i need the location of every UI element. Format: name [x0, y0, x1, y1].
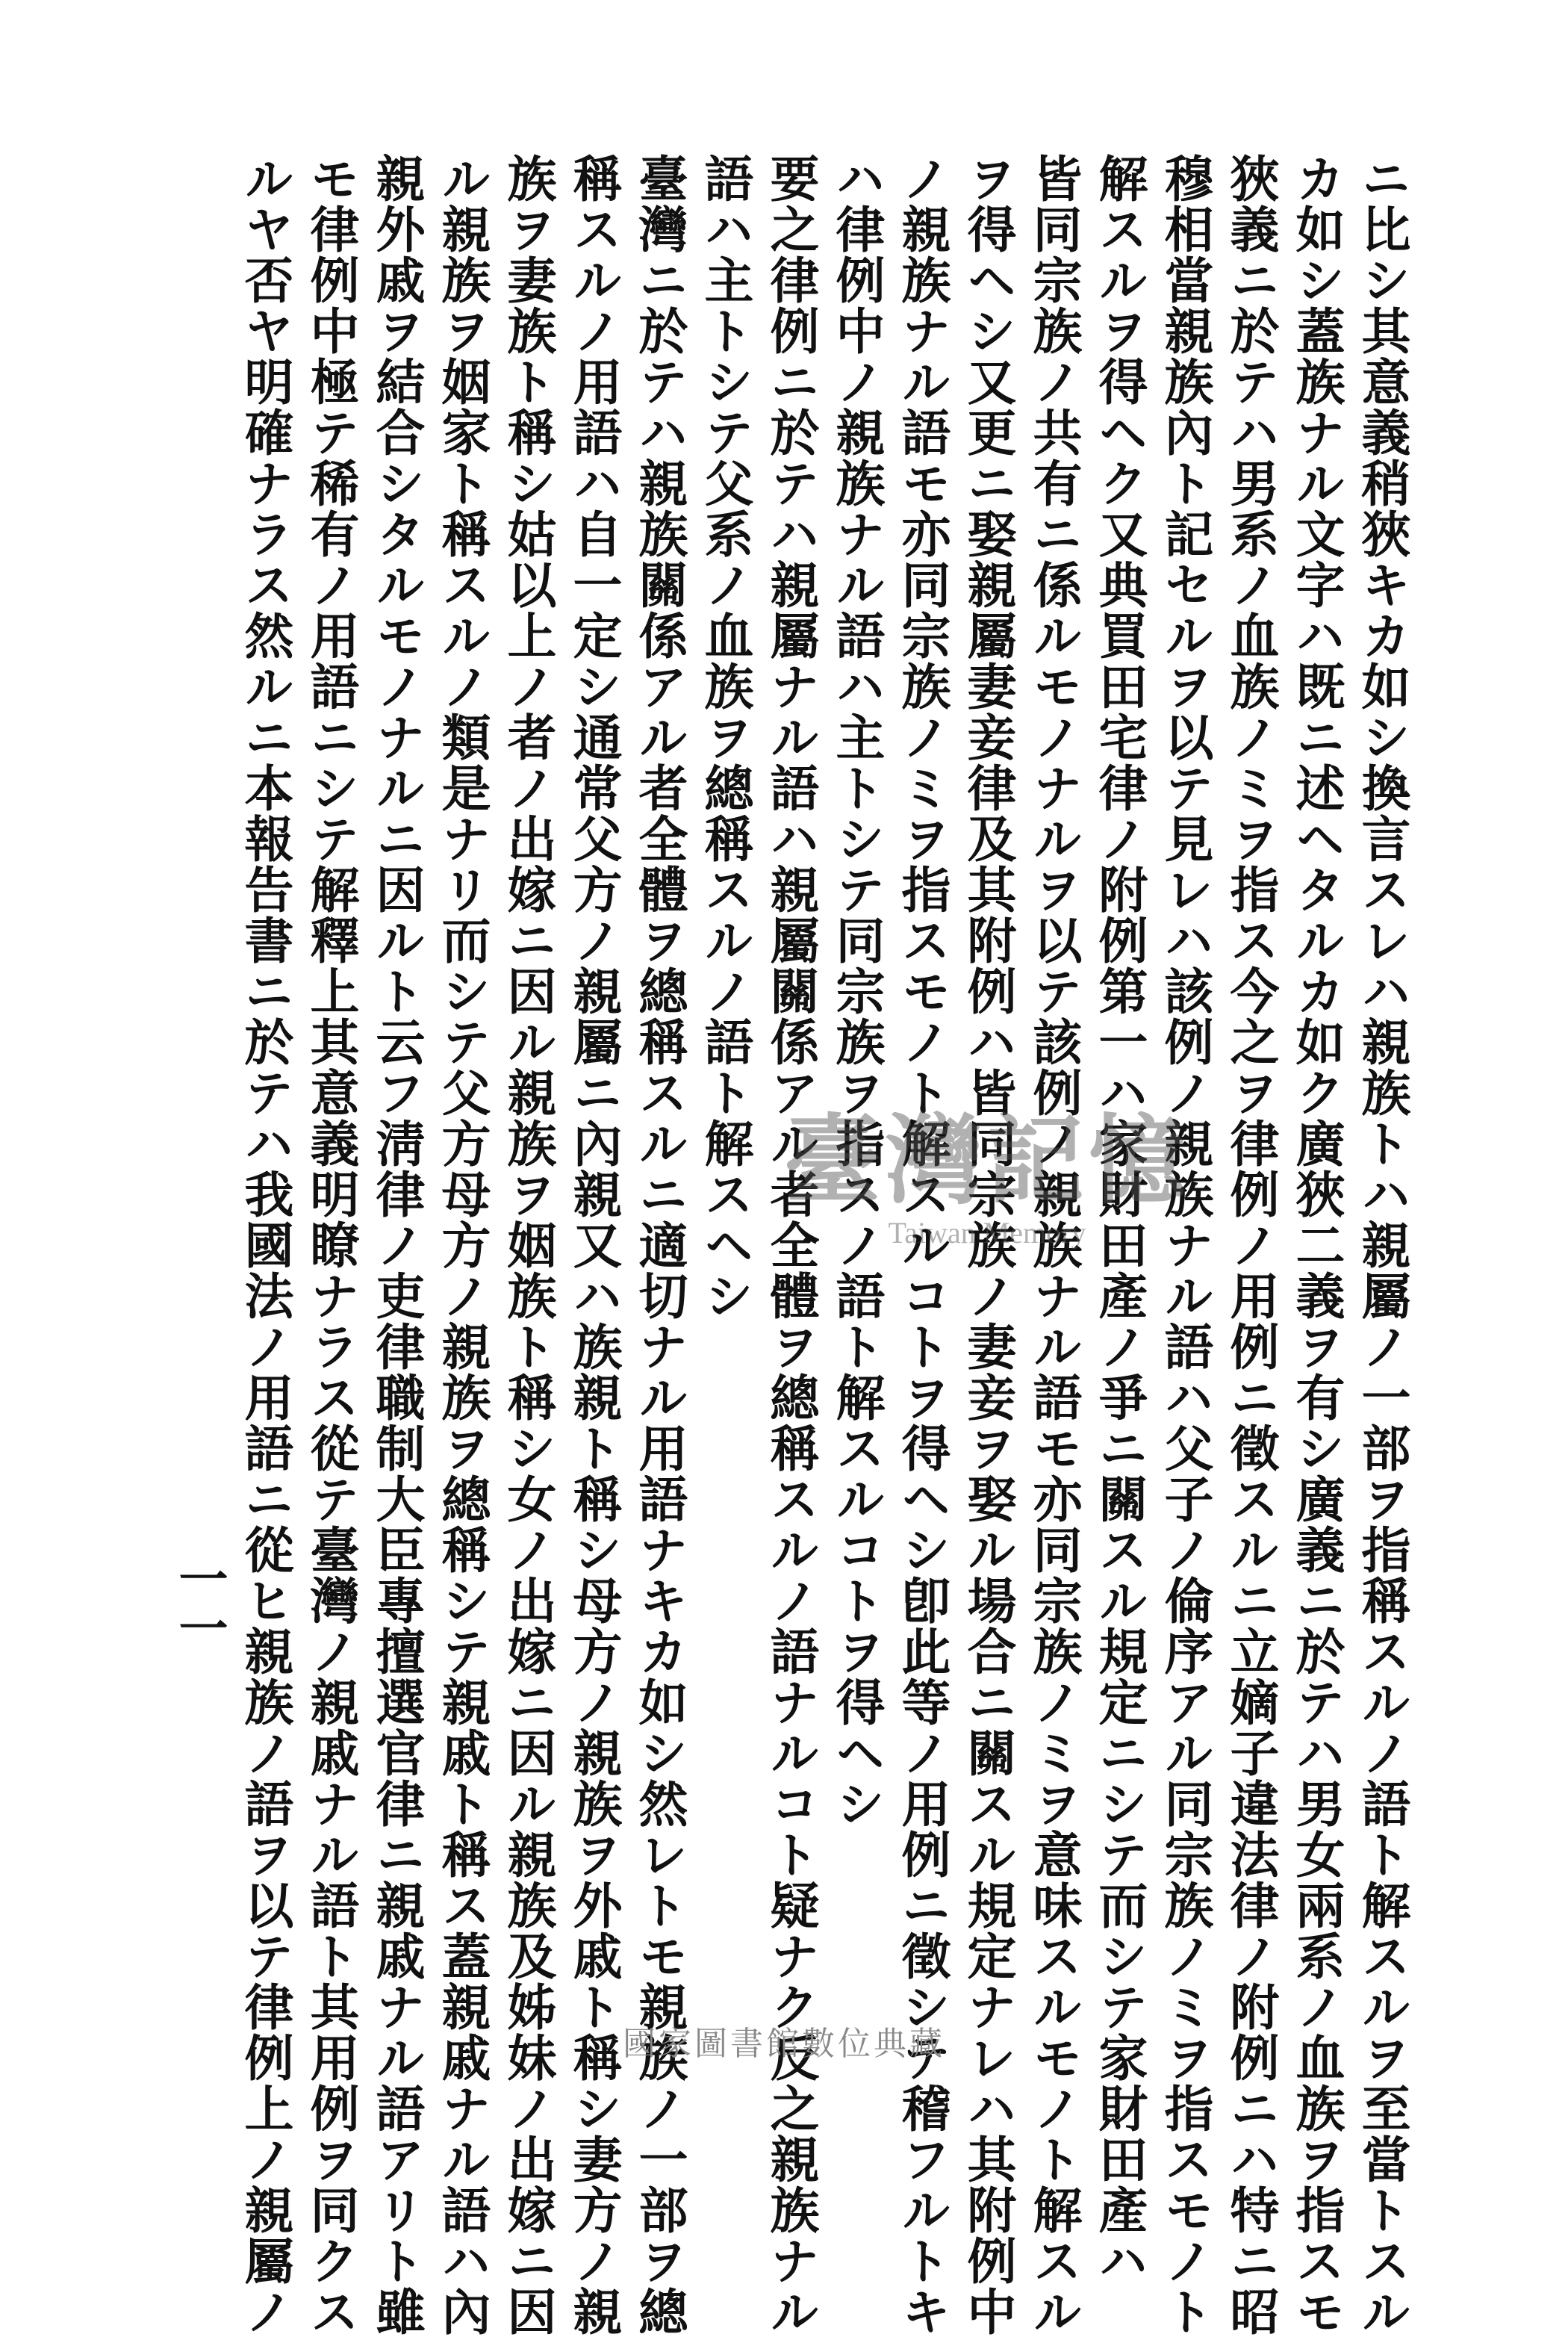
text-line: 臺灣ニ於テハ親族關係アル者全體ヲ總稱スルニ適切ナル用語ナキカ如シ然レトモ親族ノ一部ヲ總	[630, 153, 688, 2337]
text-line: 語ハ主トシテ父系ノ血族ヲ總稱スルノ語ト解スヘシ	[696, 153, 754, 1321]
text-line: モ律例中極テ稀有ノ用語ニシテ解釋上其意義明瞭ナラス從テ臺灣ノ親戚ナル語ト其用例ヲ同クス	[302, 153, 360, 2337]
text-line: 解スルヲ得ヘク又典買田宅律ノ附例第一ハ家財田產ノ爭ニ關スル規定ニシテ而シテ家財田產ハ	[1090, 153, 1148, 2286]
text-line: 皆同宗族ノ共有ニ係ルモノナルヲ以テ該例ノ親族ナル語モ亦同宗族ノミヲ意味スルモノト解スル	[1024, 153, 1083, 2337]
text-line: 要之律例ニ於テハ親屬ナル語ハ親屬關係アル者全體ヲ總稱スルノ語ナルコト疑ナク反之親族ナル	[762, 153, 820, 2337]
footer-label: 國家圖書館數位典藏	[623, 2025, 945, 2063]
watermark-subtitle: Taiwan Memory	[888, 1216, 1086, 1250]
text-line: カ如シ蓋族ナル文字ハ既ニ述ヘタルカ如ク廣狹二義ヲ有シ廣義ニ於テハ男女兩系ノ血族ヲ指スモ	[1287, 153, 1345, 2337]
text-line: 稱スルノ用語ハ自一定シ通常父方ノ親屬ニ內親又ハ族親ト稱シ母方ノ親族ヲ外戚ト稱シ妻方ノ親	[564, 153, 623, 2337]
text-line: ノ親族ナル語モ亦同宗族ノミヲ指スモノト解スルコトヲ得ヘシ卽此等ノ用例ニ徵シテ稽フルトキ	[893, 153, 951, 2337]
text-line: ヲ得ヘシ又更ニ娶親屬妻妾律及其附例ハ皆同宗族ノ妻妾ヲ娶ル場合ニ關スル規定ナレハ其附例中	[959, 153, 1017, 2337]
text-line: ルヤ否ヤ明確ナラス然ルニ本報告書ニ於テハ我國法ノ用語ニ從ヒ親族ノ語ヲ以テ律例上ノ親屬ノ	[236, 153, 294, 2337]
text-line: 穆相當親族內ト記セルヲ以テ見レハ該例ノ親族ナル語ハ父子ノ倫序アル同宗族ノミヲ指スモノト	[1156, 153, 1214, 2337]
text-line: ル親族ヲ姻家ト稱スルノ類是ナリ而シテ父方母方ノ親族ヲ總稱シテ親戚ト稱ス蓋親戚ナル語ハ內	[433, 153, 491, 2337]
text-line: 狹義ニ於テハ男系ノ血族ノミヲ指ス今之ヲ律例ノ用例ニ徵スルニ立嫡子違法律ノ附例ニハ特ニ昭	[1222, 153, 1280, 2337]
watermark-title: 臺灣記憶	[784, 1103, 1191, 1217]
text-line: ニ比シ其意義稍狹キカ如シ換言スレハ親族トハ親屬ノ一部ヲ指稱スルノ語ト解スルヲ至當トスル	[1353, 153, 1411, 2337]
text-line: 族ヲ妻族ト稱シ姑以上ノ者ノ出嫁ニ因ル親族ヲ姻族ト稱シ女ノ出嫁ニ因ル親族及姊妹ノ出嫁ニ因	[499, 153, 557, 2337]
text-line: ハ律例中ノ親族ナル語ハ主トシテ同宗族ヲ指スノ語ト解スルコトヲ得ヘシ	[827, 153, 886, 1829]
text-line: 親外戚ヲ結合シタルモノナルニ因ルト云フ淸律ノ吏律職制大臣專擅選官律ニ親戚ナル語アリト雖	[367, 153, 426, 2337]
watermark-logo	[784, 1083, 1190, 1250]
page-number: 一一	[170, 1554, 228, 1652]
